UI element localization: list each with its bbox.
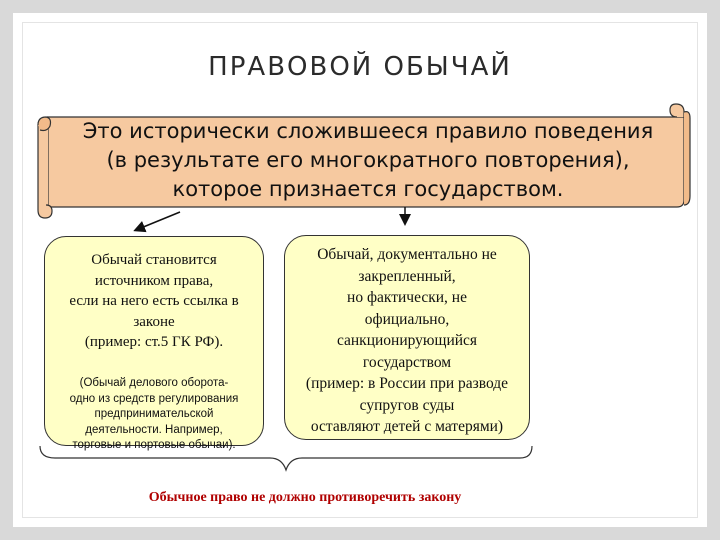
scroll-right-roll	[670, 104, 684, 117]
text-line: закрепленный,	[358, 267, 456, 285]
definition-line-2: (в результате его многократного повторения),	[106, 148, 630, 172]
text-line: оставляют детей с матерями)	[310, 418, 504, 435]
text-line: торговые и портовые обычаи).	[72, 439, 236, 451]
custom-as-source-box	[44, 236, 264, 451]
text-line: деятельности. Например,	[85, 423, 223, 436]
text-line: Обычай становится	[91, 252, 217, 268]
definition-line-1: Это исторически сложившееся правило поведения	[82, 119, 654, 143]
scroll-right-curl	[684, 112, 690, 205]
scroll-left-roll	[38, 117, 51, 131]
definition-line-3: которое признается государством.	[172, 177, 564, 201]
text-line: но фактически, не	[347, 289, 467, 306]
unwritten-custom-text	[285, 244, 529, 438]
text-line: предпринимательской	[94, 408, 214, 420]
slide-title: ПРАВОВОЙ ОБЫЧАЙ	[208, 52, 512, 82]
text-line: если на него есть ссылка в	[69, 293, 239, 309]
text-line: источником права,	[94, 272, 214, 289]
unwritten-custom-box	[284, 235, 530, 440]
text-line: государством	[362, 353, 452, 371]
text-line: (Обычай делового оборота-	[79, 377, 229, 389]
text-line: супругов суды	[359, 396, 455, 414]
custom-as-source-text	[45, 250, 263, 353]
footer-statement: Обычное право не должно противоречить закону	[148, 490, 462, 505]
business-custom-note	[45, 376, 263, 454]
text-line: законе	[133, 313, 175, 330]
text-line: (пример: ст.5 ГК РФ).	[84, 334, 224, 350]
text-line: (пример: в России при разводе	[305, 375, 509, 392]
text-line: официально,	[364, 310, 450, 328]
text-line: одно из средств регулирования	[69, 392, 239, 405]
definition-text	[52, 117, 684, 204]
text-line: Обычай, документально не	[317, 246, 497, 263]
text-line: санкционирующийся	[336, 332, 478, 349]
